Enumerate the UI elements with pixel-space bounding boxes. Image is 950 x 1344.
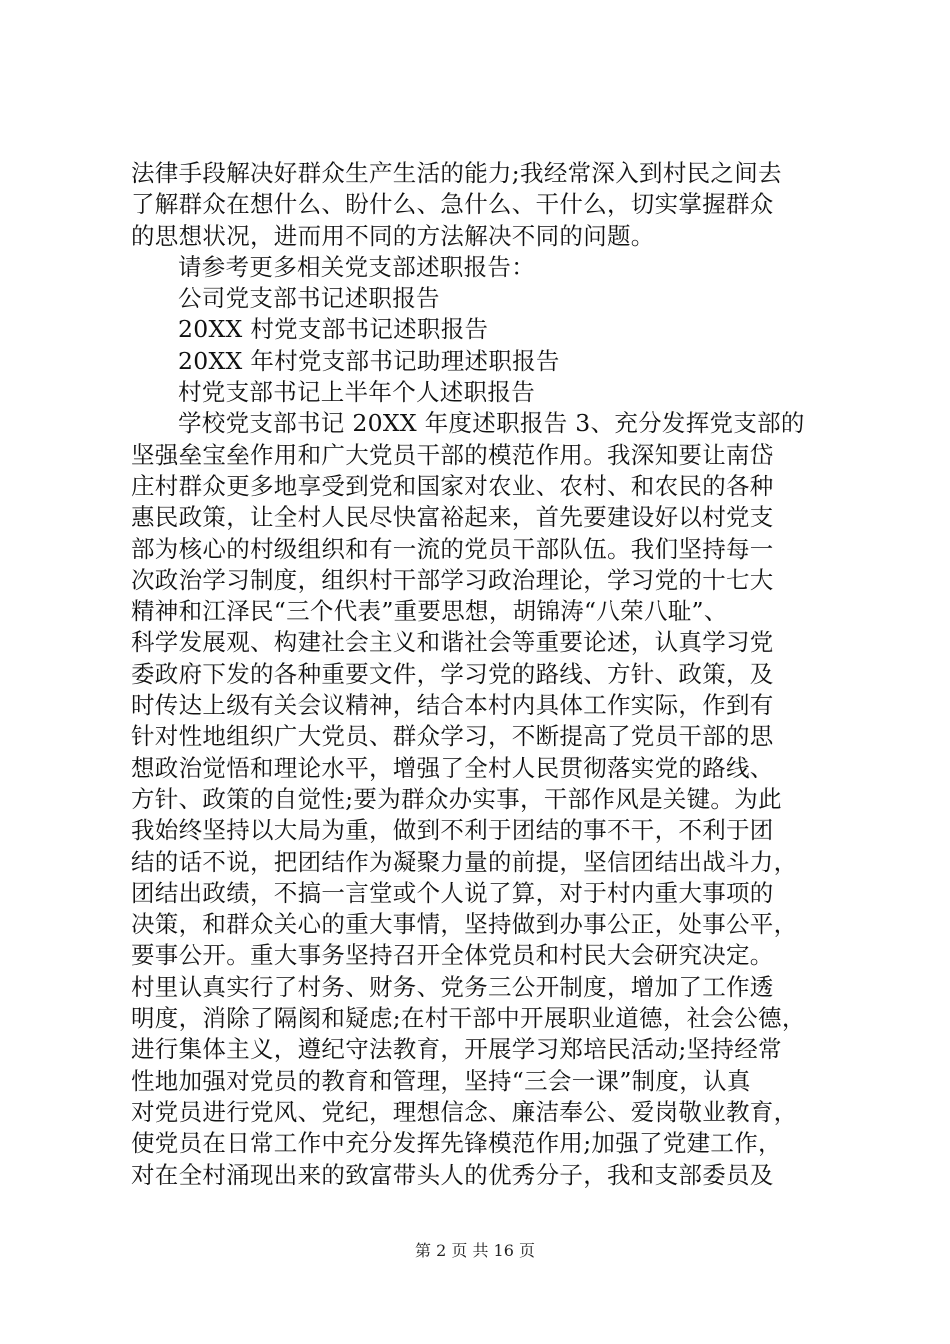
text-line: 惠民政策，让全村人民尽快富裕起来，首先要建设好以村党支	[131, 503, 774, 532]
related-report-link: 20XX 村党支部书记述职报告	[178, 315, 489, 344]
body-text	[131, 158, 831, 1191]
text-line: 法律手段解决好群众生产生活的能力;我经常深入到村民之间去	[131, 159, 782, 187]
text-line: 对党员进行党风、党纪，理想信念、廉洁奉公、爱岗敬业教育，	[131, 1097, 798, 1126]
text-line: 精神和江泽民“三个代表”重要思想，胡锦涛“八荣八耻”、	[131, 597, 728, 626]
text-line: 我始终坚持以大局为重，做到不利于团结的事不干，不利于团	[131, 816, 774, 845]
text-line: 次政治学习制度，组织村干部学习政治理论，学习党的十七大	[131, 565, 774, 594]
text-line: 性地加强对党员的教育和管理，坚持“三会一课”制度，认真	[131, 1066, 751, 1095]
page-number: 第 2 页 共 16 页	[415, 1241, 535, 1260]
text-line: 针对性地组织广大党员、群众学习，不断提高了党员干部的思	[131, 722, 774, 751]
text-line: 部为核心的村级组织和有一流的党员干部队伍。我们坚持每一	[131, 534, 774, 563]
text-line: 请参考更多相关党支部述职报告：	[178, 252, 535, 281]
related-report-link: 20XX 年村党支部书记助理述职报告	[178, 346, 560, 375]
text-line: 结的话不说，把团结作为凝聚力量的前提，坚信团结出战斗力，	[131, 847, 798, 876]
text-line: 决策，和群众关心的重大事情，坚持做到办事公正，处事公平，	[131, 910, 798, 939]
text-line: 方针、政策的自觉性;要为群众办实事，干部作风是关键。为此	[131, 784, 782, 813]
text-line: 团结出政绩，不搞一言堂或个人说了算，对于村内重大事项的	[131, 878, 774, 907]
text-line: 科学发展观、构建社会主义和谐社会等重要论述，认真学习党	[131, 628, 774, 657]
text-line: 委政府下发的各种重要文件，学习党的路线、方针、政策，及	[131, 659, 774, 688]
text-line: 的思想状况，进而用不同的方法解决不同的问题。	[131, 221, 655, 250]
related-report-link: 村党支部书记上半年个人述职报告	[178, 378, 535, 407]
text-line: 坚强垒宝垒作用和广大党员干部的模范作用。我深知要让南岱	[131, 440, 774, 469]
text-line: 庄村群众更多地享受到党和国家对农业、农村、和农民的各种	[131, 471, 774, 500]
text-line: 使党员在日常工作中充分发挥先锋模范作用;加强了党建工作，	[131, 1129, 782, 1158]
text-line: 学校党支部书记 20XX 年度述职报告 3、充分发挥党支部的	[178, 409, 805, 438]
related-report-link: 公司党支部书记述职报告	[178, 284, 440, 313]
text-line: 了解群众在想什么、盼什么、急什么、干什么，切实掌握群众	[131, 190, 774, 219]
text-line: 时传达上级有关会议精神，结合本村内具体工作实际，作到有	[131, 691, 774, 720]
text-line: 村里认真实行了村务、财务、党务三公开制度，增加了工作透	[131, 972, 774, 1001]
text-line: 进行集体主义，遵纪守法教育，开展学习郑培民活动;坚持经常	[131, 1035, 782, 1064]
text-line: 明度，消除了隔阂和疑虑;在村干部中开展职业道德，社会公德，	[131, 1004, 806, 1033]
text-line: 想政治觉悟和理论水平，增强了全村人民贯彻落实党的路线、	[131, 753, 774, 782]
text-line: 对在全村涌现出来的致富带头人的优秀分子，我和支部委员及	[131, 1160, 774, 1189]
text-line: 要事公开。重大事务坚持召开全体党员和村民大会研究决定。	[131, 941, 774, 970]
